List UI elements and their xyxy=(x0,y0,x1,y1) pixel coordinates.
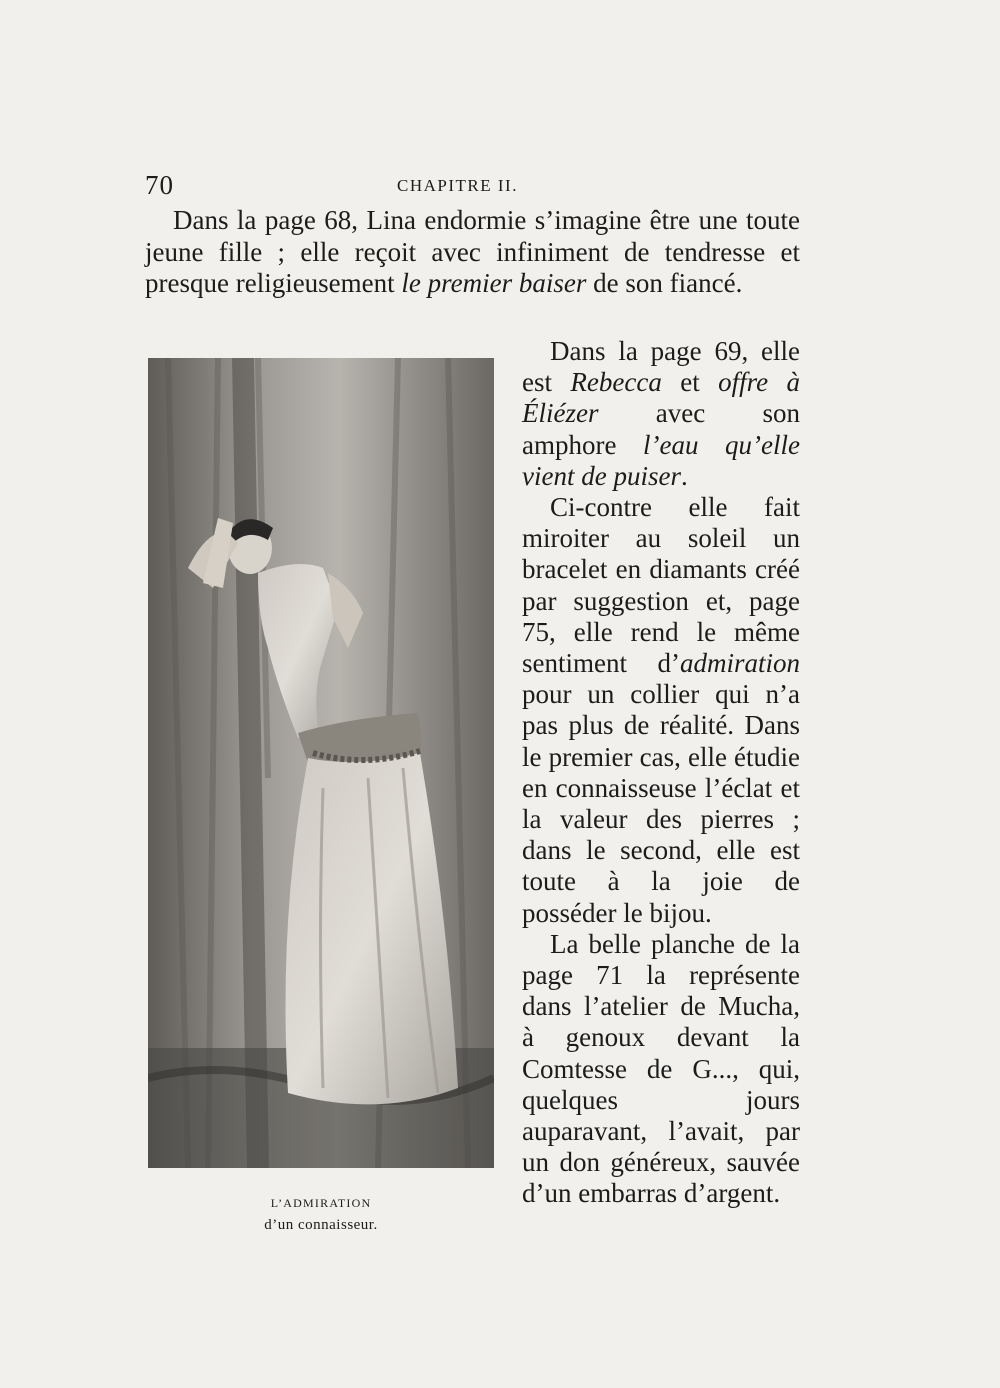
paragraph-text: et xyxy=(661,367,719,398)
paragraph-lina-asleep xyxy=(145,205,800,300)
paragraph-text: de son fiancé. xyxy=(586,268,743,298)
running-head xyxy=(145,170,805,200)
paragraph-italic: admiration xyxy=(679,648,800,679)
paragraph-text: avec son amphore xyxy=(522,398,800,460)
paragraph-text: . xyxy=(680,460,688,491)
caption-subtitle: d’un connaisseur. xyxy=(264,1217,378,1233)
paragraph-text: pour un collier qui n’a pas plus de réalité. Dans le premier cas, elle étudie en connaisseuse l’éclat et la valeur des pierres ; dans le second, elle est toute à la joie de posséder le bijou. xyxy=(522,679,800,928)
photograph-illustration xyxy=(148,358,494,1168)
page-number: 70 xyxy=(145,170,174,200)
paragraph-text: Dans la page 68, Lina endormie s’imagine être une toute jeune fille ; elle reçoit avec infiniment de tendresse et presque religieusement xyxy=(145,205,800,298)
right-column xyxy=(522,336,800,1210)
paragraph-text: Ci-contre elle fait miroiter au soleil un bracelet en diamants créé par suggestion et, page 75, elle rend le même sentiment d’ xyxy=(522,492,800,679)
paragraph-bracelet xyxy=(522,492,800,929)
paragraph-rebecca xyxy=(522,336,800,492)
caption-title: L’ADMIRATION xyxy=(270,1196,372,1210)
paragraph-italic: le premier baiser xyxy=(401,268,587,298)
chapter-heading: CHAPITRE II. xyxy=(397,176,518,195)
paragraph-italic: Rebecca xyxy=(570,367,662,398)
paragraph-text: Dans la page 69, elle est xyxy=(522,336,800,398)
figure-caption xyxy=(148,1196,494,1234)
paragraph-mucha: La belle planche de la page 71 la représente dans l’atelier de Mucha, à genoux devant la Comtesse de G..., qui, quelques jours auparavant, l’avait, par un don généreux, sauvée d’un embarras d’argent. xyxy=(522,928,800,1209)
paragraph-italic: offre à Éliézer xyxy=(522,367,800,429)
photograph-dancer xyxy=(148,358,494,1168)
paragraph-italic: l’eau qu’elle vient de puiser xyxy=(522,429,800,491)
